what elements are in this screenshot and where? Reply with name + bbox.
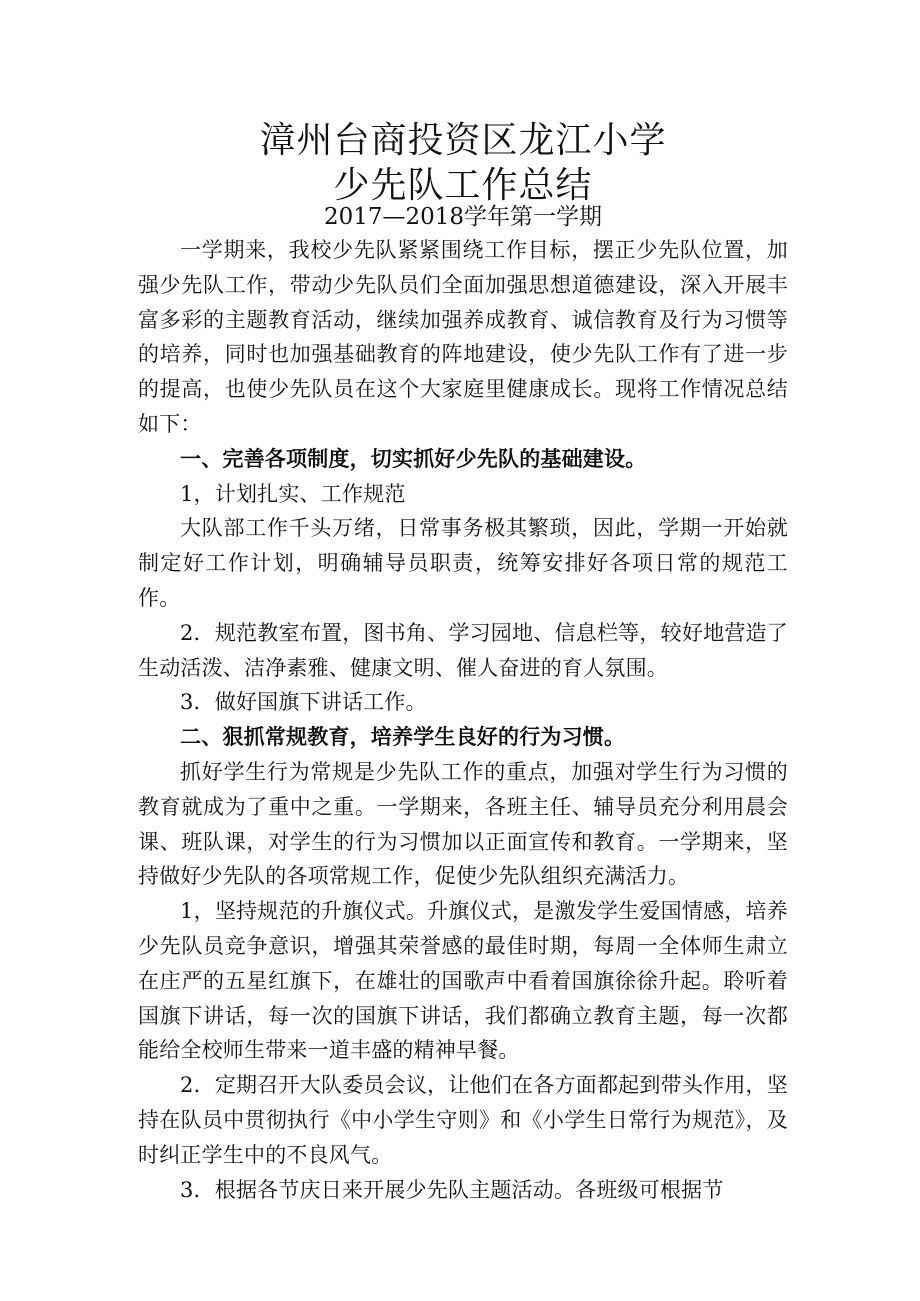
list-item: 1，坚持规范的升旗仪式。升旗仪式，是激发学生爱国情感，培养少先队员竞争意识，增强其荣誉感的最佳时期，每周一全体师生肃立在庄严的五星红旗下，在雄壮的国歌声中看着国旗徐徐升起。聆听着国旗下讲话，每一次的国旗下讲话，我们都确立教育主题，每一次都能给全校师生带来一道丰盛的精神早餐。 (138, 899, 788, 1063)
list-item: 2．定期召开大队委员会议，让他们在各方面都起到带头作用，坚持在队员中贯彻执行《中小学生守则》和《小学生日常行为规范》，及时纠正学生中的不良风气。 (138, 1073, 788, 1167)
document-body (138, 233, 788, 1207)
document-subtitle: 2017—2018学年第一学期 (323, 204, 603, 230)
document-title-line1: 漳州台商投资区龙江小学 (259, 120, 667, 161)
list-item: 3．做好国旗下讲话工作。 (180, 690, 427, 715)
paragraph: 大队部工作千头万绪，日常事务极其繁琐，因此，学期一开始就制定好工作计划，明确辅导员职责，统筹安排好各项日常的规范工作。 (138, 516, 788, 610)
paragraph-intro: 一学期来，我校少先队紧紧围绕工作目标，摆正少先队位置，加强少先队工作，带动少先队员们全面加强思想道德建设，深入开展丰富多彩的主题教育活动，继续加强养成教育、诚信教育及行为习惯等的培养，同时也加强基础教育的阵地建设，使少先队工作有了进一步的提高，也使少先队员在这个大家庭里健康成长。现将工作情况总结如下： (138, 238, 788, 436)
paragraph: 抓好学生行为常规是少先队工作的重点，加强对学生行为习惯的教育就成为了重中之重。一学期来，各班主任、辅导员充分利用晨会课、班队课，对学生的行为习惯加以正面宣传和教育。一学期来，坚持做好少先队的各项常规工作，促使少先队组织充满活力。 (138, 759, 788, 889)
list-item: 2．规范教室布置，图书角、学习园地、信息栏等，较好地营造了生动活泼、洁净素雅、健康文明、催人奋进的育人氛围。 (138, 620, 788, 680)
list-item: 1，计划扎实、工作规范 (180, 481, 406, 506)
section-heading-1: 一、完善各项制度，切实抓好少先队的基础建设。 (180, 445, 647, 471)
document-title-line2: 少先队工作总结 (333, 165, 593, 206)
list-item: 3．根据各节庆日来开展少先队主题活动。各班级可根据节 (180, 1177, 724, 1202)
section-heading-2: 二、狠抓常规教育，培养学生良好的行为习惯。 (180, 724, 626, 750)
